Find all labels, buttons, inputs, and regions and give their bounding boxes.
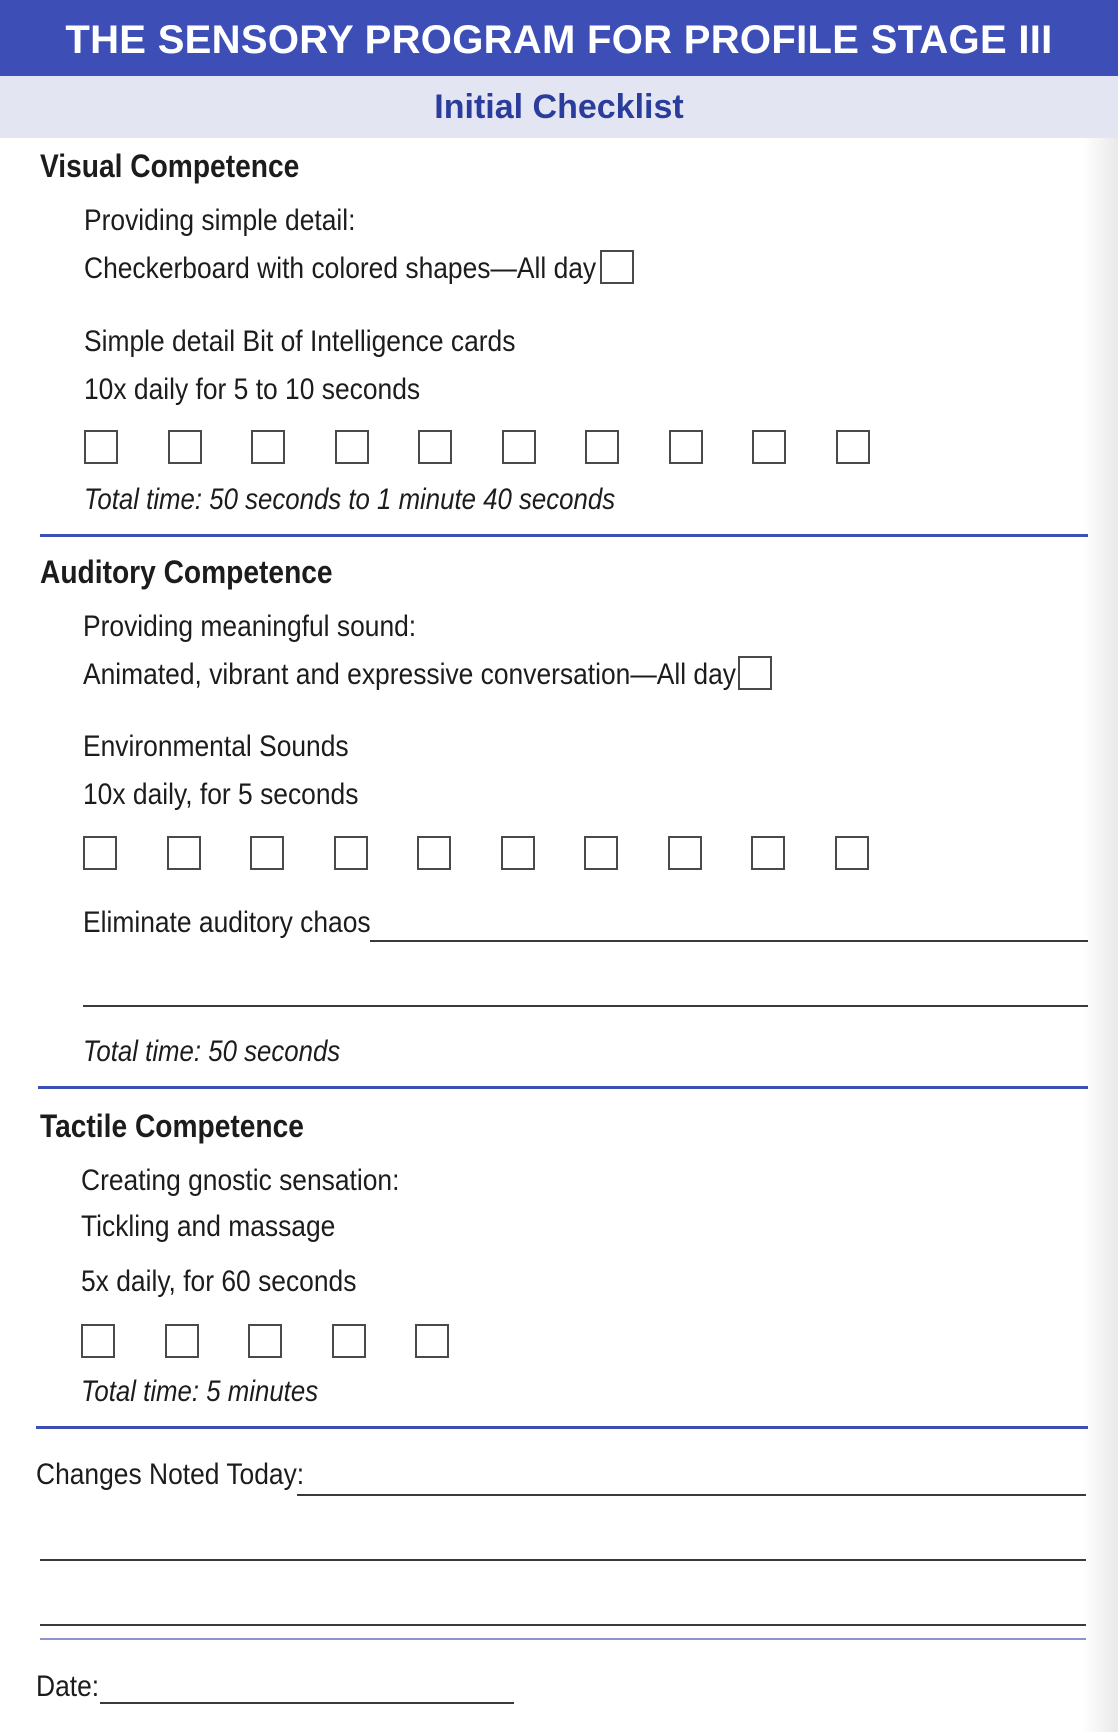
- visual-item1-text: Checkerboard with colored shapes—All day: [84, 252, 597, 285]
- tactile-session-checkbox-2[interactable]: [165, 1324, 199, 1358]
- visual-session-checkbox-9[interactable]: [752, 430, 786, 464]
- auditory-session-checkbox-3[interactable]: [250, 836, 284, 870]
- visual-session-checkbox-10[interactable]: [836, 430, 870, 464]
- visual-item1-heading: Providing simple detail:: [84, 204, 356, 237]
- auditory-session-checkbox-5[interactable]: [417, 836, 451, 870]
- tactile-session-checkbox-4[interactable]: [332, 1324, 366, 1358]
- auditory-section-title: Auditory Competence: [40, 554, 333, 590]
- auditory-total-time: Total time: 50 seconds: [83, 1035, 341, 1068]
- section-divider: [36, 1426, 1088, 1429]
- tactile-item1-frequency: 5x daily, for 60 seconds: [81, 1265, 357, 1298]
- auditory-item1-text: Animated, vibrant and expressive conversation—All day: [83, 658, 737, 691]
- visual-section-title: Visual Competence: [40, 148, 300, 184]
- tactile-session-checkbox-3[interactable]: [248, 1324, 282, 1358]
- section-divider: [38, 1086, 1088, 1089]
- page-subtitle: Initial Checklist: [0, 76, 1118, 138]
- auditory-session-checkbox-6[interactable]: [501, 836, 535, 870]
- visual-session-checkbox-6[interactable]: [502, 430, 536, 464]
- changes-noted-label: Changes Noted Today:: [36, 1458, 305, 1491]
- auditory-session-checkbox-1[interactable]: [83, 836, 117, 870]
- auditory-session-checkbox-10[interactable]: [835, 836, 869, 870]
- auditory-session-checkbox-8[interactable]: [668, 836, 702, 870]
- auditory-chaos-write-line-2[interactable]: [83, 1005, 1088, 1007]
- auditory-allday-checkbox[interactable]: [738, 656, 772, 690]
- section-divider: [40, 534, 1088, 537]
- tactile-session-checkbox-1[interactable]: [81, 1324, 115, 1358]
- visual-session-checkbox-2[interactable]: [168, 430, 202, 464]
- tactile-section-title: Tactile Competence: [40, 1108, 304, 1144]
- date-label: Date:: [36, 1670, 100, 1703]
- auditory-session-checkbox-4[interactable]: [334, 836, 368, 870]
- footer-divider: [40, 1638, 1086, 1640]
- auditory-item1-heading: Providing meaningful sound:: [83, 610, 417, 643]
- visual-session-checkbox-8[interactable]: [669, 430, 703, 464]
- tactile-item1-text: Tickling and massage: [81, 1210, 336, 1243]
- visual-session-checkbox-4[interactable]: [335, 430, 369, 464]
- page-edge-shadow: [1082, 138, 1118, 1732]
- auditory-item2-frequency: 10x daily, for 5 seconds: [83, 778, 359, 811]
- auditory-chaos-write-line[interactable]: [370, 940, 1088, 942]
- changes-write-line-3[interactable]: [40, 1624, 1086, 1626]
- visual-allday-checkbox[interactable]: [600, 250, 634, 284]
- tactile-total-time: Total time: 5 minutes: [81, 1375, 319, 1408]
- auditory-session-checkbox-2[interactable]: [167, 836, 201, 870]
- visual-total-time: Total time: 50 seconds to 1 minute 40 seconds: [84, 483, 616, 516]
- tactile-session-checkbox-5[interactable]: [415, 1324, 449, 1358]
- tactile-item1-heading: Creating gnostic sensation:: [81, 1164, 400, 1197]
- visual-session-checkbox-7[interactable]: [585, 430, 619, 464]
- auditory-item3-text: Eliminate auditory chaos: [83, 906, 371, 939]
- changes-write-line-2[interactable]: [40, 1559, 1086, 1561]
- changes-write-line[interactable]: [297, 1494, 1086, 1496]
- page-title: THE SENSORY PROGRAM FOR PROFILE STAGE III: [0, 0, 1118, 76]
- visual-item2-frequency: 10x daily for 5 to 10 seconds: [84, 373, 421, 406]
- auditory-session-checkbox-7[interactable]: [584, 836, 618, 870]
- visual-session-checkbox-3[interactable]: [251, 430, 285, 464]
- auditory-session-checkbox-9[interactable]: [751, 836, 785, 870]
- visual-item2-heading: Simple detail Bit of Intelligence cards: [84, 325, 516, 358]
- date-write-line[interactable]: [100, 1702, 514, 1704]
- visual-session-checkbox-1[interactable]: [84, 430, 118, 464]
- auditory-item2-heading: Environmental Sounds: [83, 730, 349, 763]
- visual-session-checkbox-5[interactable]: [418, 430, 452, 464]
